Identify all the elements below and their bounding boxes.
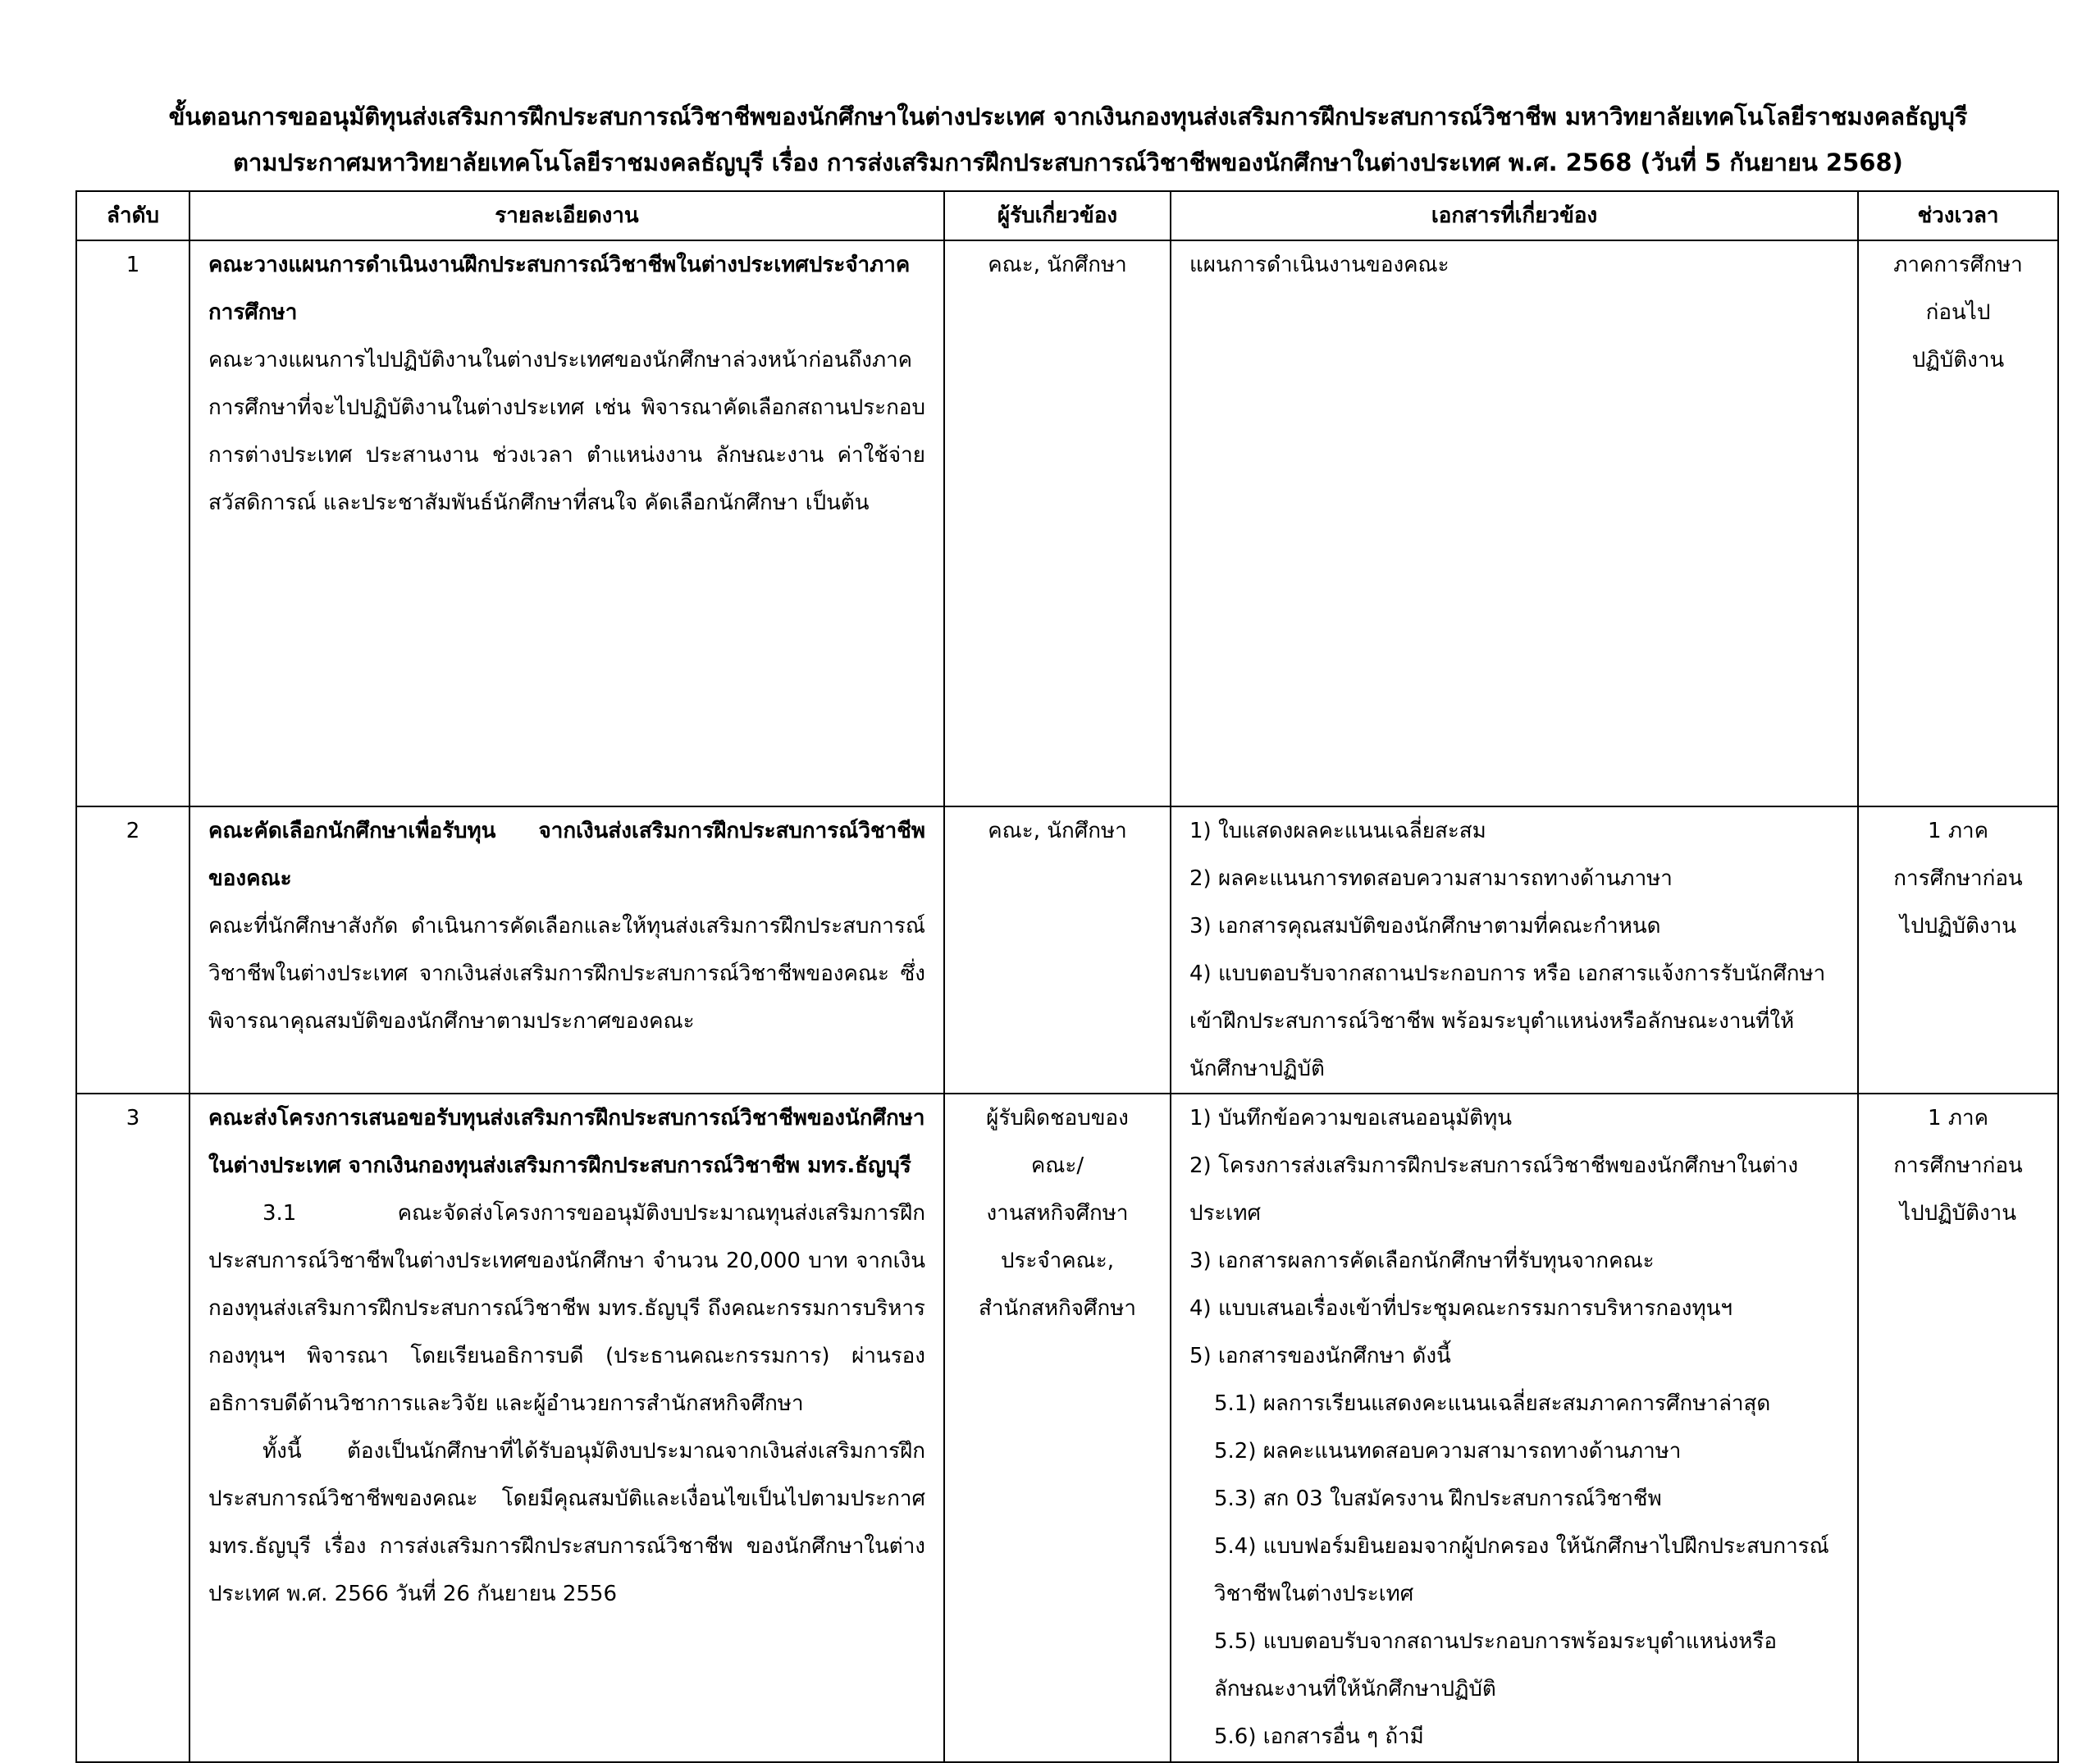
row-number: 1 (76, 240, 189, 806)
document-item: 4) แบบเสนอเรื่องเข้าที่ประชุมคณะกรรมการบริหารกองทุนฯ (1189, 1296, 1732, 1321)
document-item: 4) แบบตอบรับจากสถานประกอบการ หรือ เอกสารแจ้งการรับนักศึกษาเข้าฝึกประสบการณ์วิชาชีพ พร้อมระบุตำแหน่งหรือลักษณะงานที่ให้นักศึกษาปฏิบัติ (1189, 961, 1826, 1081)
row-number: 3 (76, 1094, 189, 1762)
party-line: ประจำคณะ, (1000, 1249, 1114, 1273)
document-sub-item: 5.4) แบบฟอร์มยินยอมจากผู้ปกครอง ให้นักศึกษาไปฝึกประสบการณ์วิชาชีพในต่างประเทศ (1214, 1534, 1829, 1606)
step-title: คณะคัดเลือกนักศึกษาเพื่อรับทุน จากเงินส่งเสริมการฝึกประสบการณ์วิชาชีพของคณะ (208, 819, 925, 891)
row-period (1858, 806, 2058, 1094)
document-item: 2) โครงการส่งเสริมการฝึกประสบการณ์วิชาชีพของนักศึกษาในต่างประเทศ (1189, 1153, 1799, 1226)
document-item: 2) ผลคะแนนการทดสอบความสามารถทางด้านภาษา (1189, 866, 1673, 891)
document-sub-item: 5.5) แบบตอบรับจากสถานประกอบการพร้อมระบุตำแหน่งหรือลักษณะงานที่ให้นักศึกษาปฏิบัติ (1214, 1629, 1778, 1701)
period-line: 1 ภาค (1928, 1106, 1988, 1130)
document-sub-item: 5.2) ผลคะแนนทดสอบความสามารถทางด้านภาษา (1214, 1439, 1682, 1464)
document-item: แผนการดำเนินงานของคณะ (1189, 253, 1449, 277)
period-line: ไปปฏิบัติงาน (1900, 914, 2016, 939)
row-number: 2 (76, 806, 189, 1094)
page-title: ขั้นตอนการขออนุมัติทุนส่งเสริมการฝึกประสบการณ์วิชาชีพของนักศึกษาในต่างประเทศ จากเงินกองทุนส่งเสริมการฝึกประสบการณ์วิชาชีพ มหาวิทยาลัยเทคโนโลยีราชมงคลธัญบุรี (168, 103, 1968, 130)
row-documents (1171, 806, 1858, 1094)
period-line: ปฏิบัติงาน (1911, 348, 2005, 372)
party-line: คณะ, นักศึกษา (988, 253, 1127, 277)
table-row (76, 1094, 2058, 1762)
row-period (1858, 240, 2058, 806)
party-line: คณะ, นักศึกษา (988, 819, 1127, 843)
period-line: ก่อนไป (1925, 300, 1991, 325)
period-line: 1 ภาค (1928, 819, 1988, 843)
row-parties (944, 806, 1171, 1094)
table-row (76, 806, 2058, 1094)
row-period (1858, 1094, 2058, 1762)
header-documents: เอกสารที่เกี่ยวข้อง (1171, 191, 1858, 240)
party-line: สำนักสหกิจศึกษา (979, 1296, 1136, 1321)
table-header-row (76, 191, 2058, 240)
header-parties: ผู้รับเกี่ยวข้อง (944, 191, 1171, 240)
row-parties (944, 1094, 1171, 1762)
period-line: การศึกษาก่อน (1893, 866, 2023, 891)
period-line: ไปปฏิบัติงาน (1900, 1201, 2016, 1226)
table-row (76, 240, 2058, 806)
document-sub-item: 5.1) ผลการเรียนแสดงคะแนนเฉลี่ยสะสมภาคการศึกษาล่าสุด (1214, 1391, 1771, 1416)
step-body: คณะวางแผนการไปปฏิบัติงานในต่างประเทศของนักศึกษาล่วงหน้าก่อนถึงภาคการศึกษาที่จะไปปฏิบัติงานในต่างประเทศ เช่น พิจารณาคัดเลือกสถานประกอบการต่างประเทศ ประสานงาน ช่วงเวลา ตำแหน่งงาน ลักษณะงาน ค่าใช้จ่าย สวัสดิการณ์ และประชาสัมพันธ์นักศึกษาที่สนใจ คัดเลือกนักศึกษา เป็นต้น (208, 348, 925, 515)
header-detail: รายละเอียดงาน (189, 191, 944, 240)
period-line: ภาคการศึกษา (1893, 253, 2023, 277)
row-documents (1171, 1094, 1858, 1762)
header-period: ช่วงเวลา (1858, 191, 2058, 240)
row-parties (944, 240, 1171, 806)
row-documents (1171, 240, 1858, 806)
row-detail (189, 1094, 944, 1762)
step-title: คณะส่งโครงการเสนอขอรับทุนส่งเสริมการฝึกประสบการณ์วิชาชีพของนักศึกษาในต่างประเทศ จากเงินกองทุนส่งเสริมการฝึกประสบการณ์วิชาชีพ มทร.ธัญบุรี (208, 1106, 925, 1178)
party-line: คณะ/ (1030, 1153, 1084, 1178)
period-line: การศึกษาก่อน (1893, 1153, 2023, 1178)
header-no: ลำดับ (76, 191, 189, 240)
step-body: คณะที่นักศึกษาสังกัด ดำเนินการคัดเลือกและให้ทุนส่งเสริมการฝึกประสบการณ์วิชาชีพในต่างประเทศ จากเงินส่งเสริมการฝึกประสบการณ์วิชาชีพของคณะ ซึ่งพิจารณาคุณสมบัติของนักศึกษาตามประกาศของคณะ (208, 914, 925, 1034)
step-body-note: ทั้งนี้ ต้องเป็นนักศึกษาที่ได้รับอนุมัติงบประมาณจากเงินส่งเสริมการฝึกประสบการณ์วิชาชีพของคณะ โดยมีคุณสมบัติและเงื่อนไขเป็นไปตามประกาศ มทร.ธัญบุรี เรื่อง การส่งเสริมการฝึกประสบการณ์วิชาชีพ ของนักศึกษาในต่างประเทศ พ.ศ. 2566 วันที่ 26 กันยายน 2556 (208, 1439, 925, 1606)
document-sub-item: 5.3) สก 03 ใบสมัครงาน ฝึกประสบการณ์วิชาชีพ (1214, 1487, 1662, 1511)
row-detail (189, 240, 944, 806)
row-detail (189, 806, 944, 1094)
step-title: คณะวางแผนการดำเนินงานฝึกประสบการณ์วิชาชีพในต่างประเทศประจำภาคการศึกษา (208, 253, 911, 325)
step-body: 3.1 คณะจัดส่งโครงการขออนุมัติงบประมาณทุนส่งเสริมการฝึกประสบการณ์วิชาชีพในต่างประเทศของนักศึกษา จำนวน 20,000 บาท จากเงินกองทุนส่งเสริมการฝึกประสบการณ์วิชาชีพ มทร.ธัญบุรี ถึงคณะกรรมการบริหารกองทุนฯ พิจารณา โดยเรียนอธิการบดี (ประธานคณะกรรมการ) ผ่านรองอธิการบดีด้านวิชาการและวิจัย และผู้อำนวยการสำนักสหกิจศึกษา (208, 1201, 925, 1416)
document-item: 1) ใบแสดงผลคะแนนเฉลี่ยสะสม (1189, 819, 1486, 843)
party-line: งานสหกิจศึกษา (986, 1201, 1129, 1226)
document-item: 5) เอกสารของนักศึกษา ดังนี้ (1189, 1344, 1451, 1368)
document-sub-item: 5.6) เอกสารอื่น ๆ ถ้ามี (1214, 1724, 1424, 1749)
procedure-table (75, 190, 2059, 1763)
document-item: 3) เอกสารคุณสมบัติของนักศึกษาตามที่คณะกำหนด (1189, 914, 1661, 939)
document-item: 3) เอกสารผลการคัดเลือกนักศึกษาที่รับทุนจากคณะ (1189, 1249, 1655, 1273)
document-item: 1) บันทึกข้อความขอเสนออนุมัติทุน (1189, 1106, 1513, 1130)
party-line: ผู้รับผิดชอบของ (986, 1106, 1129, 1130)
page-subtitle: ตามประกาศมหาวิทยาลัยเทคโนโลยีราชมงคลธัญบุรี เรื่อง การส่งเสริมการฝึกประสบการณ์วิชาชีพของนักศึกษาในต่างประเทศ พ.ศ. 2568 (วันที่ 5 กันยายน 2568) (233, 148, 1903, 176)
